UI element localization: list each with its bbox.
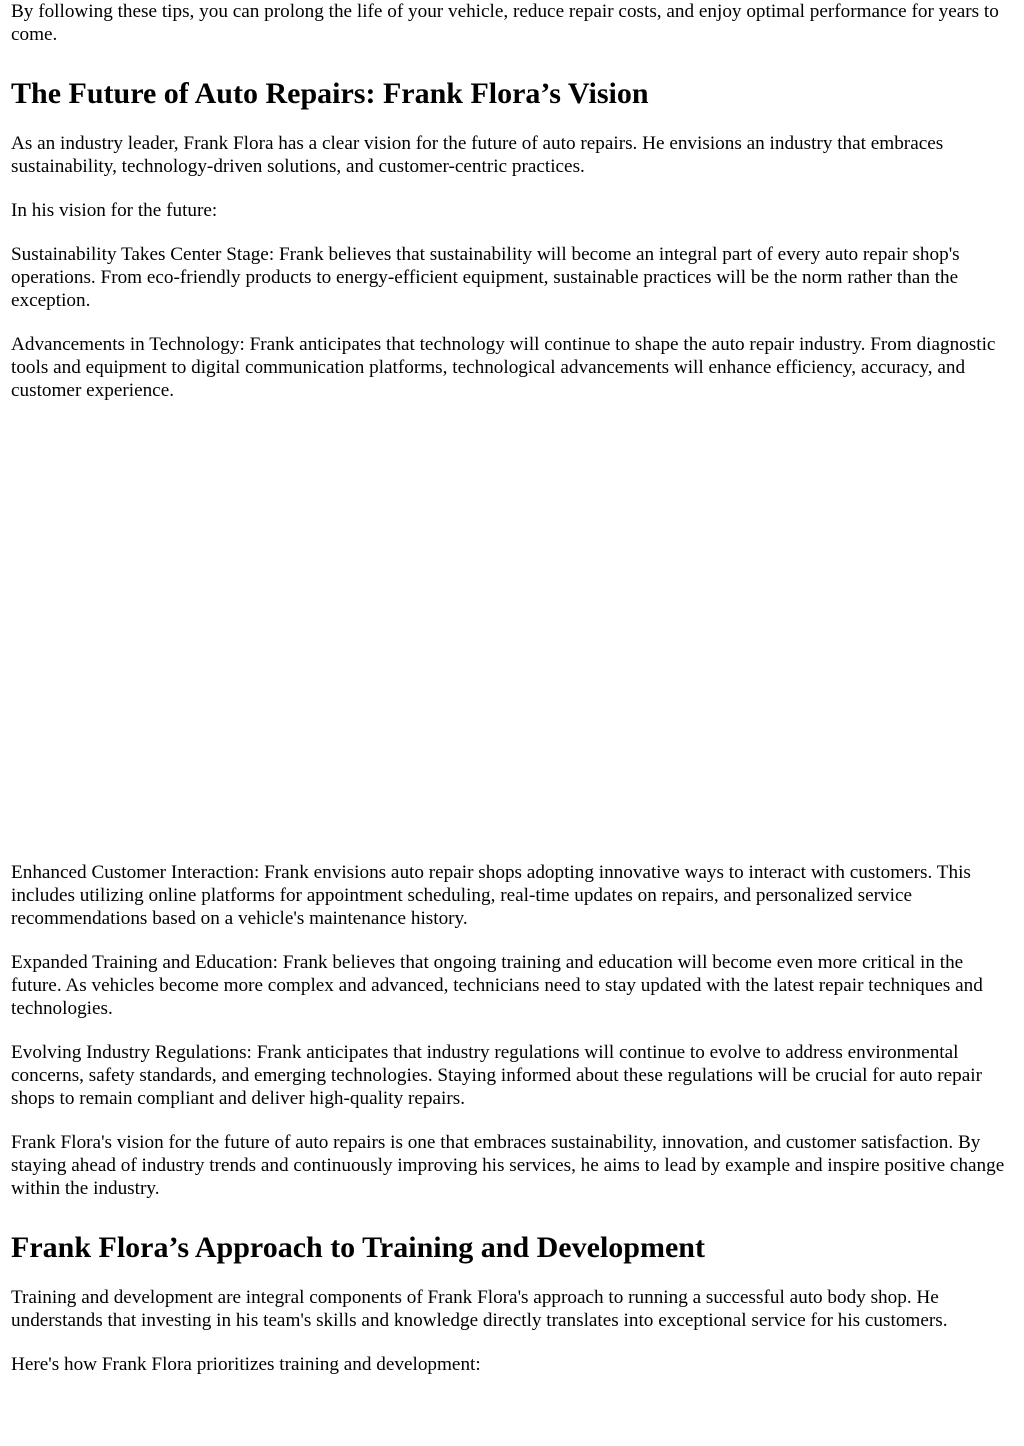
paragraph-future-intro: As an industry leader, Frank Flora has a clear vision for the future of auto repairs. He envisions an industry that embraces sustainability, technology-driven solutions, and customer-centric practices. (11, 133, 944, 177)
heading-training-development: Frank Flora’s Approach to Training and Development (11, 1231, 705, 1264)
paragraph-technology: Advancements in Technology: Frank anticipates that technology will continue to shape the auto repair industry. From diagnostic tools and equipment to digital communication platforms, technological advancements will enhance efficiency, accuracy, and customer experience. (11, 334, 996, 401)
heading-future-of-auto-repairs: The Future of Auto Repairs: Frank Flora’s Vision (11, 77, 649, 110)
paragraph-customer-interaction: Enhanced Customer Interaction: Frank envisions auto repair shops adopting innovative ways to interact with customers. This includes utilizing online platforms for appointment scheduling, real-time updates on repairs, and personalized service recommendations based on a vehicle's maintenance history. (11, 862, 971, 929)
paragraph-training-intro: Training and development are integral components of Frank Flora's approach to running a successful auto body shop. He understands that investing in his team's skills and knowledge directly translates into exceptional service for his customers. (11, 1287, 948, 1331)
paragraph-training-how: Here's how Frank Flora prioritizes training and development: (11, 1354, 481, 1375)
paragraph-industry-regulations: Evolving Industry Regulations: Frank anticipates that industry regulations will continue to evolve to address environmental concerns, safety standards, and emerging technologies. Staying informed about these regulations will be crucial for auto repair shops to remain compliant and deliver high-quality repairs. (11, 1042, 982, 1109)
paragraph-in-his-vision: In his vision for the future: (11, 200, 218, 221)
paragraph-intro-tail: By following these tips, you can prolong the life of your vehicle, reduce repair costs, and enjoy optimal performance for years to come. (11, 1, 999, 45)
article-body (11, 0, 1015, 1376)
blank-region (11, 402, 1015, 840)
paragraph-training-education: Expanded Training and Education: Frank believes that ongoing training and education will become even more critical in the future. As vehicles become more complex and advanced, technicians need to stay updated with the latest repair techniques and technologies. (11, 952, 983, 1019)
paragraph-vision-summary: Frank Flora's vision for the future of auto repairs is one that embraces sustainability, innovation, and customer satisfaction. By staying ahead of industry trends and continuously improving his services, he aims to lead by example and inspire positive change within the industry. (11, 1132, 1005, 1199)
paragraph-sustainability: Sustainability Takes Center Stage: Frank believes that sustainability will become an integral part of every auto repair shop's operations. From eco-friendly products to energy-efficient equipment, sustainable practices will be the norm rather than the exception. (11, 244, 960, 311)
